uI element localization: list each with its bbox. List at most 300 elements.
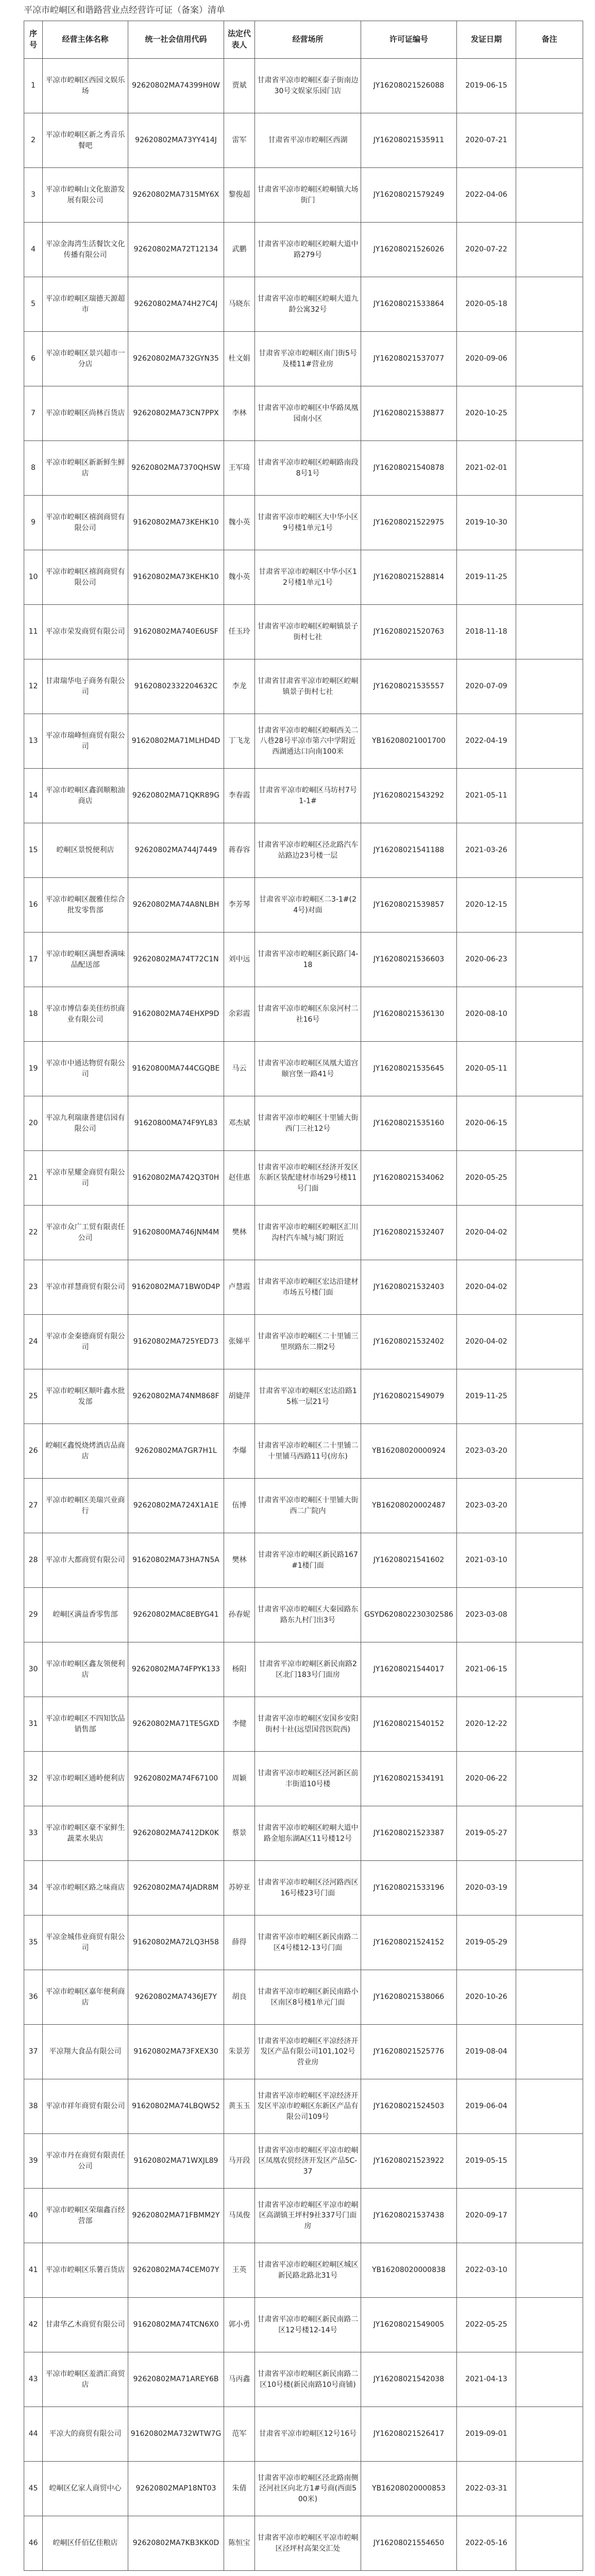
cell-name: 平凉市金秦德商贸有限公司 [43,1315,128,1369]
cell-credit-code: 91620802MA71WXJL89 [128,2134,224,2189]
cell-issue-date: 2020-10-25 [457,386,516,441]
cell-license-no: YB16208020000853 [361,2462,457,2516]
cell-issue-date: 2020-03-19 [457,1861,516,1916]
cell-address: 甘肃省平凉市崆峒区崆峒区城区新民路北路北31号 [255,2243,361,2298]
cell-credit-code: 92620802MA732GYN35 [128,332,224,386]
cell-remarks [516,933,583,987]
cell-address: 甘肃省平凉市崆峒区泾河路西区16号楼23号门面 [255,1861,361,1916]
cell-credit-code: 92620802MA71FBMM2Y [128,2189,224,2243]
cell-seq: 21 [24,1151,43,1206]
table-row [24,332,583,386]
cell-name: 崆峒区仟佰亿佳粮店 [43,2516,128,2571]
cell-seq: 29 [24,1588,43,1642]
cell-name: 平凉市崆峒区乐薯百货店 [43,2243,128,2298]
cell-representative: 雷军 [224,113,255,168]
cell-credit-code: 91620802MA740E6USF [128,605,224,659]
cell-issue-date: 2019-10-30 [457,496,516,550]
cell-license-no: JY16208021522975 [361,496,457,550]
table-row [24,1042,583,1096]
cell-license-no: JY16208021535645 [361,1042,457,1096]
cell-issue-date: 2020-05-18 [457,277,516,332]
table-header-row [24,21,583,59]
cell-credit-code: 92620802MA74F67100 [128,1752,224,1806]
cell-address: 甘肃省平凉市崆峒区新民南路二区10号楼(新民南路10号商铺) [255,2352,361,2407]
cell-name: 平凉市崆峒区鑫友领便利店 [43,1642,128,1697]
cell-name: 平凉市崆峒区禧润商贸有限公司 [43,496,128,550]
table-row [24,386,583,441]
cell-remarks [516,605,583,659]
cell-credit-code: 92620802MA744J7449 [128,823,224,878]
cell-license-no: JY16208021520763 [361,605,457,659]
cell-name: 平凉市崆峒山文化旅游发展有限公司 [43,168,128,223]
table-row [24,277,583,332]
cell-remarks [516,2079,583,2134]
cell-representative: 郭小勇 [224,2298,255,2352]
cell-representative: 邓杰斌 [224,1096,255,1151]
cell-address: 甘肃省平凉市崆峒区马坊村7号1-1# [255,769,361,823]
cell-address: 甘肃省平凉市崆峒区南门街5号及楼11#营业房 [255,332,361,386]
cell-remarks [516,496,583,550]
cell-license-no: YB16208021001700 [361,714,457,769]
cell-address: 甘肃省甘肃省平凉市崆峒区崆峒镇景子街村七社 [255,659,361,714]
cell-license-no: JY16208021554650 [361,2516,457,2571]
cell-license-no: JY16208021534191 [361,1752,457,1806]
cell-seq: 14 [24,769,43,823]
cell-issue-date: 2020-12-15 [457,878,516,933]
cell-license-no: JY16208021536130 [361,987,457,1042]
cell-seq: 10 [24,550,43,605]
table-row [24,223,583,277]
cell-name: 平凉市崆峒区顺叶鑫水批发部 [43,1369,128,1424]
cell-name: 平凉市崆峒区路之味商店 [43,1861,128,1916]
table-row [24,1151,583,1206]
cell-remarks [516,2516,583,2571]
table-row [24,2462,583,2516]
cell-address: 甘肃省平凉市崆峒区泾河新区前丰街道10号楼 [255,1752,361,1806]
table-row [24,1533,583,1588]
cell-address: 甘肃省平凉市崆峒区新民南路二区12号楼12-14号 [255,2298,361,2352]
table-row [24,2516,583,2571]
cell-credit-code: 92620802MA7436JE7Y [128,1970,224,2025]
cell-remarks [516,1206,583,1260]
cell-issue-date: 2020-06-15 [457,1096,516,1151]
cell-license-no: JY16208021533196 [361,1861,457,1916]
cell-remarks [516,2025,583,2079]
table-row [24,1315,583,1369]
cell-address: 甘肃省平凉市崆峒区十里铺大街西二广院内 [255,1479,361,1533]
cell-credit-code: 92620802MA74CEM07Y [128,2243,224,2298]
cell-address: 甘肃省平凉市崆峒区平凉市崆峒区高湖镇王坪村9社337号门面房 [255,2189,361,2243]
cell-address: 甘肃省平凉市崆峒区凤凰大道宫颐宫堡一路41号 [255,1042,361,1096]
cell-seq: 30 [24,1642,43,1697]
cell-name: 平凉市众广工贸有限责任公司 [43,1206,128,1260]
cell-credit-code: 92620802MA7GR7H1L [128,1424,224,1479]
cell-remarks [516,1533,583,1588]
cell-representative: 杨阳 [224,1642,255,1697]
cell-name: 平凉市崆峒区靓雅佳综合批发零售部 [43,878,128,933]
cell-name: 平凉市崆峒区景兴超市一分店 [43,332,128,386]
table-row [24,1479,583,1533]
cell-remarks [516,987,583,1042]
cell-representative: 薛得 [224,1916,255,1970]
cell-license-no: JY16208021524503 [361,2079,457,2134]
cell-remarks [516,1369,583,1424]
header-license-no: 许可证编号 [361,21,457,59]
cell-name: 平凉金海湾生活餐饮文化传播有限公司 [43,223,128,277]
cell-issue-date: 2020-06-23 [457,933,516,987]
cell-issue-date: 2021-02-01 [457,441,516,496]
cell-license-no: JY16208021543292 [361,769,457,823]
cell-remarks [516,1970,583,2025]
cell-credit-code: 92620802MA7315MY6X [128,168,224,223]
table-row [24,1806,583,1861]
table-row [24,1697,583,1752]
table-row [24,605,583,659]
cell-issue-date: 2020-05-11 [457,1042,516,1096]
cell-address: 甘肃省平凉市崆峒区平凉经济开发区平凉市崆峒区东新区产品有限公司109号 [255,2079,361,2134]
cell-seq: 40 [24,2189,43,2243]
cell-remarks [516,386,583,441]
cell-representative: 魏小英 [224,550,255,605]
table-row [24,1861,583,1916]
cell-address: 甘肃省平凉市崆峒区崆峒镇大场街门 [255,168,361,223]
cell-address: 甘肃省平凉市崆峒区崆峒西关二八巷28号平凉市第六中学附近西湖通达口向南100米 [255,714,361,769]
cell-seq: 11 [24,605,43,659]
cell-representative: 范军 [224,2407,255,2462]
cell-address: 甘肃省平凉市崆峒区新民路167#1楼门面 [255,1533,361,1588]
cell-issue-date: 2020-07-09 [457,659,516,714]
cell-remarks [516,2134,583,2189]
header-seq: 序号 [24,21,43,59]
cell-license-no: GSYD620802230302586 [361,1588,457,1642]
cell-issue-date: 2020-07-21 [457,113,516,168]
cell-representative: 马丙鑫 [224,2352,255,2407]
cell-representative: 李爆 [224,1424,255,1479]
cell-seq: 28 [24,1533,43,1588]
cell-remarks [516,1752,583,1806]
table-row [24,2352,583,2407]
cell-seq: 45 [24,2462,43,2516]
table-row [24,1752,583,1806]
cell-remarks [516,59,583,113]
cell-representative: 黄玉玉 [224,2079,255,2134]
header-name: 经营主体名称 [43,21,128,59]
table-row [24,2189,583,2243]
cell-seq: 8 [24,441,43,496]
cell-representative: 李春霞 [224,769,255,823]
cell-address: 甘肃省平凉市崆峒区崆峒大道中路金旭东湖A区11号楼12号 [255,1806,361,1861]
cell-seq: 19 [24,1042,43,1096]
cell-credit-code: 91620802MA742Q3T0H [128,1151,224,1206]
table-row [24,441,583,496]
cell-seq: 3 [24,168,43,223]
cell-seq: 39 [24,2134,43,2189]
cell-issue-date: 2021-03-10 [457,1533,516,1588]
cell-address: 甘肃省平凉市崆峒区平凉市崆峒区凤凰农贸经济开发区产品5C-37 [255,2134,361,2189]
cell-address: 甘肃省平凉市崆峒区12号16号 [255,2407,361,2462]
cell-issue-date: 2019-05-29 [457,1916,516,1970]
cell-name: 甘肃瑞华电子商务有限公司 [43,659,128,714]
cell-remarks [516,113,583,168]
cell-name: 平凉市大都商贸有限公司 [43,1533,128,1588]
cell-name: 平凉市祥年商贸有限公司 [43,2079,128,2134]
cell-representative: 樊林 [224,1206,255,1260]
cell-address: 甘肃省平凉市崆峒区泾北路汽车站路边23号楼一层 [255,823,361,878]
cell-issue-date: 2022-04-06 [457,168,516,223]
cell-representative: 王英 [224,2243,255,2298]
cell-license-no: JY16208021534062 [361,1151,457,1206]
cell-issue-date: 2023-03-20 [457,1479,516,1533]
cell-representative: 李龙 [224,659,255,714]
cell-credit-code: 91620802MA71MLHD4D [128,714,224,769]
cell-credit-code: 91620802MA74TCN6X0 [128,2298,224,2352]
cell-license-no: JY16208021536603 [361,933,457,987]
table-row [24,2298,583,2352]
cell-credit-code: 91620802MA725YED73 [128,1315,224,1369]
cell-credit-code: 92620802MAP18NT03 [128,2462,224,2516]
table-row [24,659,583,714]
cell-seq: 2 [24,113,43,168]
cell-remarks [516,1806,583,1861]
cell-seq: 22 [24,1206,43,1260]
cell-credit-code: 91620800MA746JNM4M [128,1206,224,1260]
header-issue-date: 发证日期 [457,21,516,59]
header-representative: 法定代表人 [224,21,255,59]
cell-remarks [516,1479,583,1533]
cell-remarks [516,168,583,223]
cell-representative: 武鹏 [224,223,255,277]
table-row [24,987,583,1042]
cell-remarks [516,714,583,769]
cell-address: 甘肃省平凉市崆峒区二十里铺三里坝路东二期2号 [255,1315,361,1369]
cell-name: 崆峒区满益香零售部 [43,1588,128,1642]
cell-address: 甘肃省平凉市崆峒区大秦园路东路东九村门出3号 [255,1588,361,1642]
cell-representative: 魏小英 [224,496,255,550]
cell-license-no: YB16208020002487 [361,1479,457,1533]
cell-license-no: JY16208021542038 [361,2352,457,2407]
cell-issue-date: 2020-07-22 [457,223,516,277]
cell-address: 甘肃省平凉市崆峒区新民南路2区北门183号门面房 [255,1642,361,1697]
cell-seq: 23 [24,1260,43,1315]
cell-representative: 蔡景 [224,1806,255,1861]
cell-remarks [516,1642,583,1697]
cell-credit-code: 92620802MA74H27C4J [128,277,224,332]
cell-representative: 张娣平 [224,1315,255,1369]
cell-issue-date: 2020-06-22 [457,1752,516,1806]
cell-representative: 伍博 [224,1479,255,1533]
cell-name: 平凉市崆峒区豪不家鲜生蔬菜水果店 [43,1806,128,1861]
table-row [24,113,583,168]
cell-license-no: JY16208021532403 [361,1260,457,1315]
cell-remarks [516,1096,583,1151]
cell-name: 平凉市中通达物贸有限公司 [43,1042,128,1096]
cell-issue-date: 2022-05-16 [457,2516,516,2571]
cell-name: 平凉九利瑞康普建信园有限公司 [43,1096,128,1151]
table-row [24,168,583,223]
cell-representative: 樊林 [224,1533,255,1588]
cell-address: 甘肃省平凉市崆峒区宏达沿路15栋一层21号 [255,1369,361,1424]
cell-credit-code: 92620802MA7370QHSW [128,441,224,496]
cell-remarks [516,2298,583,2352]
cell-seq: 18 [24,987,43,1042]
table-row [24,1260,583,1315]
table-body [24,59,583,2571]
table-row [24,1588,583,1642]
cell-remarks [516,1315,583,1369]
cell-credit-code: 91620802MA732WTW7G [128,2407,224,2462]
cell-license-no: JY16208021579249 [361,168,457,223]
cell-representative: 贾斌 [224,59,255,113]
cell-remarks [516,1424,583,1479]
cell-seq: 25 [24,1369,43,1424]
cell-issue-date: 2019-06-15 [457,59,516,113]
cell-license-no: JY16208021549079 [361,1369,457,1424]
cell-seq: 26 [24,1424,43,1479]
cell-address: 甘肃省平凉市崆峒区崆峒区汇川沟村汽车城与城门附近 [255,1206,361,1260]
table-row [24,1369,583,1424]
cell-address: 甘肃省平凉市崆峒区西湖 [255,113,361,168]
cell-seq: 37 [24,2025,43,2079]
cell-remarks [516,2462,583,2516]
cell-license-no: JY16208021540878 [361,441,457,496]
cell-seq: 15 [24,823,43,878]
cell-issue-date: 2020-09-17 [457,2189,516,2243]
cell-seq: 12 [24,659,43,714]
cell-seq: 34 [24,1861,43,1916]
header-credit-code: 统一社会信用代码 [128,21,224,59]
cell-credit-code: 92620802MA73CN7PPX [128,386,224,441]
cell-name: 平凉市崆峒区通岭便利店 [43,1752,128,1806]
cell-address: 甘肃省平凉市崆峒区二十里铺二十里铺马西路11号(房东) [255,1424,361,1479]
cell-credit-code: 92620802MA74JADR8M [128,1861,224,1916]
cell-address: 甘肃省平凉市崆峒区崆峒镇景子街村七社 [255,605,361,659]
cell-remarks [516,1042,583,1096]
header-remarks: 备注 [516,21,583,59]
cell-remarks [516,2352,583,2407]
table-row [24,933,583,987]
cell-seq: 4 [24,223,43,277]
cell-credit-code: 92620802MA72T12134 [128,223,224,277]
cell-address: 甘肃省平凉市崆峒区泰子街南边30号文娱家乐园门店 [255,59,361,113]
table-row [24,2243,583,2298]
cell-credit-code: 92620802MA73YY414J [128,113,224,168]
cell-credit-code: 92620802MA724X1A1E [128,1479,224,1533]
cell-name: 平凉市崆峒区满想香满味品配送部 [43,933,128,987]
cell-license-no: JY16208021525776 [361,2025,457,2079]
cell-remarks [516,1916,583,1970]
cell-issue-date: 2020-05-25 [457,1151,516,1206]
cell-license-no: JY16208021523922 [361,2134,457,2189]
cell-name: 平凉市崆峒区新之秀音乐餐吧 [43,113,128,168]
cell-remarks [516,2189,583,2243]
cell-issue-date: 2020-04-02 [457,1260,516,1315]
cell-remarks [516,223,583,277]
cell-issue-date: 2020-08-10 [457,987,516,1042]
cell-license-no: JY16208021549005 [361,2298,457,2352]
cell-representative: 杜文娟 [224,332,255,386]
cell-address: 甘肃省平凉市崆峒区崆峒路南段8号1号 [255,441,361,496]
cell-credit-code: 92620802MAC8EBYG41 [128,1588,224,1642]
cell-seq: 9 [24,496,43,550]
cell-credit-code: 92620802MA7KB3KK0D [128,2516,224,2571]
cell-remarks [516,277,583,332]
cell-license-no: JY16208021533864 [361,277,457,332]
cell-seq: 5 [24,277,43,332]
cell-credit-code: 92620802MA7412DK0K [128,1806,224,1861]
cell-credit-code: 91620802MA73HA7N5A [128,1533,224,1588]
cell-license-no: JY16208021523387 [361,1806,457,1861]
cell-issue-date: 2019-05-27 [457,1806,516,1861]
cell-seq: 32 [24,1752,43,1806]
cell-name: 平凉市崆峒区嘉年便利商店 [43,1970,128,2025]
cell-issue-date: 2019-08-04 [457,2025,516,2079]
cell-remarks [516,823,583,878]
cell-name: 平凉市崆峒区禧润商贸有限公司 [43,550,128,605]
cell-issue-date: 2023-03-08 [457,1588,516,1642]
document-title: 平凉市崆峒区和谐路营业点经营许可证（备案）清单 [24,5,225,15]
cell-remarks [516,2407,583,2462]
cell-seq: 1 [24,59,43,113]
cell-seq: 42 [24,2298,43,2352]
cell-license-no: JY16208021541602 [361,1533,457,1588]
cell-name: 平凉市丹在商贸有限责任公司 [43,2134,128,2189]
cell-credit-code: 91620802MA71BW0D4P [128,1260,224,1315]
cell-seq: 44 [24,2407,43,2462]
cell-seq: 33 [24,1806,43,1861]
table-row [24,769,583,823]
cell-credit-code: 91620802MA73FXEX30 [128,2025,224,2079]
cell-remarks [516,1151,583,1206]
cell-credit-code: 92620802MA71TE5GXD [128,1697,224,1752]
table-row [24,1206,583,1260]
cell-remarks [516,769,583,823]
license-table [24,21,583,2571]
cell-representative: 马晓东 [224,277,255,332]
cell-name: 平凉市崆峒区荣瑞鑫百经营部 [43,2189,128,2243]
cell-license-no: JY16208021537438 [361,2189,457,2243]
cell-license-no: JY16208021539857 [361,878,457,933]
cell-credit-code: 91620802MA73KEHK10 [128,550,224,605]
cell-issue-date: 2018-11-18 [457,605,516,659]
cell-name: 平凉市荣发商贸有限公司 [43,605,128,659]
table-row [24,714,583,769]
cell-representative: 余彩霞 [224,987,255,1042]
table-row [24,496,583,550]
table-row [24,2025,583,2079]
cell-seq: 6 [24,332,43,386]
cell-representative: 李芳琴 [224,878,255,933]
cell-seq: 46 [24,2516,43,2571]
cell-name: 平凉市崆峒区不四知饮品销售部 [43,1697,128,1752]
cell-credit-code: 92620802MA74399H0W [128,59,224,113]
cell-issue-date: 2019-06-04 [457,2079,516,2134]
cell-name: 平凉市崆峒区美瑞兴业商行 [43,1479,128,1533]
cell-remarks [516,550,583,605]
cell-remarks [516,1697,583,1752]
cell-address: 甘肃省平凉市崆峒区十里铺大街西门三社12号 [255,1096,361,1151]
cell-name: 平凉市星耀金商贸有限公司 [43,1151,128,1206]
cell-credit-code: 92620802MA71AREY6B [128,2352,224,2407]
cell-address: 甘肃省平凉市崆峒区崆峒大道九龄公寓32号 [255,277,361,332]
cell-representative: 马开段 [224,2134,255,2189]
cell-representative: 朱景芳 [224,2025,255,2079]
cell-representative: 丁飞龙 [224,714,255,769]
table-row [24,823,583,878]
cell-issue-date: 2021-05-11 [457,769,516,823]
cell-credit-code: 92620802MA74T72C1N [128,933,224,987]
table-row [24,2407,583,2462]
header-address: 经营场所 [255,21,361,59]
